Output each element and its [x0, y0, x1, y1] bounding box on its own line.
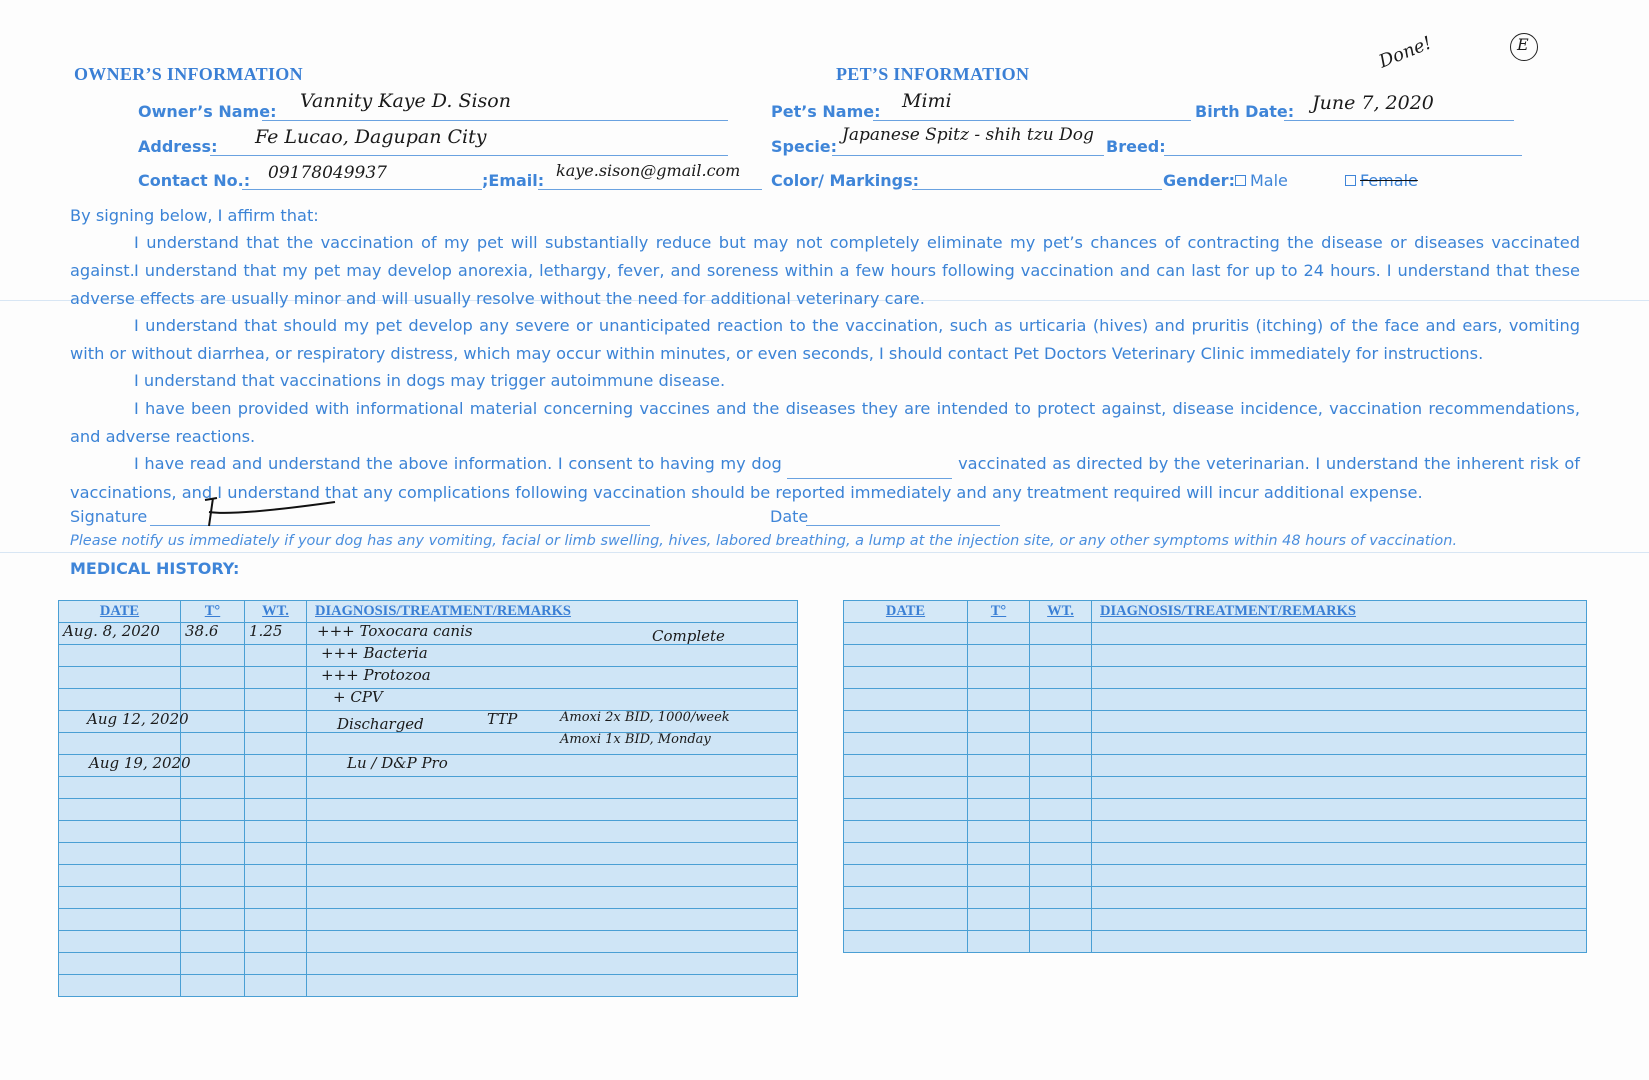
table-cell[interactable]: [245, 865, 307, 887]
entry-weight: 1.25: [249, 622, 283, 640]
table-cell[interactable]: [307, 909, 798, 931]
table-cell[interactable]: [181, 755, 245, 777]
table-cell[interactable]: [968, 645, 1030, 667]
table-cell[interactable]: [59, 865, 181, 887]
table-cell[interactable]: [844, 711, 968, 733]
table-cell[interactable]: [968, 733, 1030, 755]
specie-field[interactable]: Japanese Spitz - shih tzu Dog: [842, 125, 1094, 145]
table-row: [844, 799, 1587, 821]
table-row: [59, 865, 798, 887]
consent-paragraph-3: [70, 312, 1580, 367]
table-cell[interactable]: [59, 975, 181, 997]
table-cell[interactable]: [245, 645, 307, 667]
entry-remark: Complete: [652, 627, 725, 645]
col-header-date: DATE: [59, 601, 181, 623]
table-cell[interactable]: [59, 754, 191, 777]
consent-p1-text: I understand that the vaccination of my pet will substantially reduce but may not completely eliminate my pet’s chances of contracting the disease or diseases vaccinated against.: [70, 233, 1580, 280]
col-header-temp: T°: [968, 601, 1030, 623]
table-cell[interactable]: [1092, 909, 1587, 931]
specie-label: Specie:: [771, 137, 838, 156]
table-row: [59, 623, 798, 645]
table-cell[interactable]: [1092, 623, 1587, 645]
entry-date: Aug 19, 2020: [89, 754, 191, 772]
consent-paragraph-2: [70, 257, 1580, 312]
entry-date: Aug 12, 2020: [87, 710, 189, 728]
table-cell[interactable]: [59, 931, 181, 953]
consent-p4-text: I understand that vaccinations in dogs may trigger autoimmune disease.: [134, 371, 726, 390]
email-label: ;Email:: [482, 171, 545, 190]
table-cell[interactable]: [1092, 865, 1587, 887]
table-cell[interactable]: [245, 843, 307, 865]
date-line[interactable]: [806, 525, 1000, 526]
table-cell[interactable]: [307, 755, 798, 777]
notice-text: Please notify us immediately if your dog has any vomiting, facial or limb swelling, hives, labored breathing, a lump at the injection site, or any other symptoms within 48 hours of vaccination.: [70, 533, 1458, 549]
table-cell[interactable]: [59, 909, 181, 931]
dog-name-blank[interactable]: [787, 450, 952, 479]
table-cell[interactable]: [181, 909, 245, 931]
col-header-wt: WT.: [245, 601, 307, 623]
paper-fold-line: [0, 552, 1649, 553]
done-annotation: Done!: [1376, 32, 1435, 73]
table-cell[interactable]: [1030, 821, 1092, 843]
table-cell[interactable]: [1092, 689, 1587, 711]
col-header-temp: T°: [181, 601, 245, 623]
circled-letter-icon: [1510, 33, 1538, 61]
table-cell[interactable]: [844, 645, 968, 667]
table-cell[interactable]: [968, 799, 1030, 821]
table-cell[interactable]: [181, 887, 245, 909]
gender-label-text: Gender:: [1163, 171, 1235, 190]
table-cell[interactable]: [181, 645, 245, 667]
table-cell[interactable]: [59, 645, 181, 667]
contact-label: Contact No.:: [138, 171, 251, 190]
table-cell[interactable]: [245, 689, 307, 711]
table-cell[interactable]: [844, 755, 968, 777]
table-row: [59, 689, 798, 711]
pet-name-line: [873, 120, 1191, 121]
table-row: [59, 975, 798, 997]
table-cell[interactable]: [844, 733, 968, 755]
table-cell[interactable]: [844, 865, 968, 887]
table-cell[interactable]: [1030, 909, 1092, 931]
table-row: [59, 777, 798, 799]
address-line: [210, 155, 728, 156]
table-cell[interactable]: [307, 667, 798, 689]
table-cell[interactable]: [1092, 755, 1587, 777]
table-row: [59, 799, 798, 821]
table-cell[interactable]: [1092, 887, 1587, 909]
table-cell[interactable]: [307, 689, 798, 711]
table-row: [844, 887, 1587, 909]
table-cell[interactable]: [968, 689, 1030, 711]
table-cell[interactable]: [307, 645, 798, 667]
gender-label: [1163, 171, 1288, 190]
col-header-diagnosis: DIAGNOSIS/TREATMENT/REMARKS: [307, 601, 798, 623]
birth-date-line: [1284, 120, 1514, 121]
gender-male-label: Male: [1249, 171, 1288, 190]
address-field[interactable]: Fe Lucao, Dagupan City: [255, 126, 487, 148]
entry-diagnosis: Lu / D&P Pro: [347, 754, 448, 772]
table-cell[interactable]: [181, 953, 245, 975]
col-header-wt: WT.: [1030, 601, 1092, 623]
color-markings-label: Color/ Markings:: [771, 171, 920, 190]
table-cell[interactable]: [968, 777, 1030, 799]
signature-scribble-icon: [195, 492, 345, 532]
table-cell[interactable]: [245, 799, 307, 821]
table-cell[interactable]: [245, 755, 307, 777]
consent-p2-text: I understand that my pet may develop anorexia, lethargy, fever, and soreness within a few hours following vaccination and can last for up to 24 hours. I understand that these adverse effects are usually minor and will usually resolve without the need for additional veterinary care.: [70, 261, 1580, 308]
table-cell[interactable]: [1092, 733, 1587, 755]
pet-name-field[interactable]: Mimi: [902, 90, 952, 112]
entry-diagnosis: Amoxi 1x BID, Monday: [560, 732, 711, 747]
table-cell[interactable]: [1092, 777, 1587, 799]
table-cell[interactable]: [245, 777, 307, 799]
owner-section-title: OWNER’S INFORMATION: [74, 64, 303, 84]
table-row: [59, 887, 798, 909]
table-cell[interactable]: [968, 821, 1030, 843]
table-cell[interactable]: [245, 975, 307, 997]
specie-line: [832, 155, 1104, 156]
table-cell[interactable]: [181, 799, 245, 821]
table-cell[interactable]: [245, 909, 307, 931]
table-row: [59, 667, 798, 689]
consent-p5-text: I have been provided with informational material concerning vaccines and the diseases they are intended to protect against, disease incidence, vaccination recommendations, and adverse reactions.: [70, 399, 1580, 446]
entry-diagnosis: +++ Toxocara canis: [317, 622, 473, 640]
entry-diagnosis: +++ Protozoa: [321, 666, 431, 684]
table-cell[interactable]: [181, 623, 245, 645]
table-cell[interactable]: [59, 799, 181, 821]
table-cell[interactable]: [59, 887, 181, 909]
table-cell[interactable]: [307, 777, 798, 799]
table-row: [844, 645, 1587, 667]
email-field[interactable]: kaye.sison@gmail.com: [556, 161, 741, 180]
table-cell[interactable]: [1030, 689, 1092, 711]
table-cell[interactable]: [245, 667, 307, 689]
table-cell[interactable]: [245, 821, 307, 843]
table-cell[interactable]: [307, 953, 798, 975]
table-cell[interactable]: [1030, 645, 1092, 667]
contact-field[interactable]: 09178049937: [268, 163, 387, 183]
birth-date-field[interactable]: June 7, 2020: [1312, 92, 1434, 114]
medical-history-table-right: [843, 600, 1587, 953]
table-cell[interactable]: [968, 667, 1030, 689]
circled-letter: E: [1517, 35, 1529, 54]
table-cell[interactable]: [307, 887, 798, 909]
col-header-diagnosis: DIAGNOSIS/TREATMENT/REMARKS: [1092, 601, 1587, 623]
table-row: [844, 623, 1587, 645]
table-cell[interactable]: [245, 733, 307, 755]
table-row: [59, 755, 798, 777]
table-cell[interactable]: [59, 953, 181, 975]
table-cell[interactable]: [968, 887, 1030, 909]
contact-line: [242, 189, 482, 190]
table-cell[interactable]: [1092, 821, 1587, 843]
table-cell[interactable]: [59, 843, 181, 865]
table-row: [59, 843, 798, 865]
pet-name-label: Pet’s Name:: [771, 102, 881, 121]
table-cell[interactable]: [844, 623, 968, 645]
consent-p6b-text: vaccinated as directed by the veterinarian. I understand the inherent risk of vaccinations, and I understand that any complications following vaccination should be reported immediately and any treatment required will incur additional expense.: [70, 454, 1580, 502]
table-cell[interactable]: [59, 733, 181, 755]
signature-label: Signature: [70, 507, 148, 526]
table-cell[interactable]: [1092, 799, 1587, 821]
table-row: [844, 777, 1587, 799]
table-cell[interactable]: [59, 623, 181, 645]
breed-label: Breed:: [1106, 137, 1166, 156]
table-cell[interactable]: [1092, 711, 1587, 733]
table-cell[interactable]: [1092, 931, 1587, 953]
table-cell[interactable]: [1030, 777, 1092, 799]
table-cell[interactable]: [181, 667, 245, 689]
table-cell[interactable]: [181, 865, 245, 887]
table-row: [59, 909, 798, 931]
table-row: [844, 865, 1587, 887]
table-row: [59, 711, 798, 733]
entry-diagnosis: Amoxi 2x BID, 1000/week: [560, 710, 730, 725]
consent-paragraph-4: [70, 367, 1580, 395]
table-cell[interactable]: [844, 887, 968, 909]
table-row: [59, 931, 798, 953]
table-row: [844, 821, 1587, 843]
table-cell[interactable]: [844, 931, 968, 953]
table-cell[interactable]: [307, 931, 798, 953]
table-cell[interactable]: [307, 821, 798, 843]
consent-intro: By signing below, I affirm that:: [70, 206, 319, 225]
table-cell[interactable]: [1030, 887, 1092, 909]
table-cell[interactable]: [307, 865, 798, 887]
table-cell[interactable]: [307, 799, 798, 821]
table-cell[interactable]: [181, 711, 245, 733]
table-cell[interactable]: [968, 931, 1030, 953]
table-cell[interactable]: [181, 931, 245, 953]
table-cell[interactable]: [844, 777, 968, 799]
table-cell[interactable]: [59, 667, 181, 689]
breed-line: [1164, 155, 1522, 156]
table-cell[interactable]: [968, 755, 1030, 777]
table-cell[interactable]: [245, 711, 307, 733]
table-cell[interactable]: [844, 909, 968, 931]
entry-diagnosis: Discharged: [337, 715, 424, 733]
entry-date: Aug. 8, 2020: [63, 622, 160, 640]
birth-date-label: Birth Date:: [1195, 102, 1295, 121]
table-cell[interactable]: [844, 821, 968, 843]
table-cell[interactable]: [968, 711, 1030, 733]
table-cell[interactable]: [1030, 623, 1092, 645]
table-cell[interactable]: [307, 843, 798, 865]
table-cell[interactable]: [844, 799, 968, 821]
date-label: Date: [770, 507, 809, 526]
table-cell[interactable]: [1092, 645, 1587, 667]
gender-female-option[interactable]: [1345, 171, 1418, 190]
table-cell[interactable]: [968, 865, 1030, 887]
consent-p6a-text: I have read and understand the above information. I consent to having my dog: [134, 454, 782, 473]
table-cell[interactable]: [968, 909, 1030, 931]
consent-p3-text: I understand that should my pet develop any severe or unanticipated reaction to the vaccination, such as urticaria (hives) and pruritis (itching) of the face and ears, vomiting with or without diarrhea, or respiratory distress, which may occur within minutes, or even seconds, I should contact Pet Doctors Veterinary Clinic immediately for instructions.: [70, 316, 1580, 363]
gender-female-label: Female: [1360, 171, 1418, 190]
medical-history-title: MEDICAL HISTORY:: [70, 559, 240, 578]
table-cell[interactable]: [968, 843, 1030, 865]
entry-diagnosis: +++ Bacteria: [321, 644, 428, 662]
table-row: [59, 733, 798, 755]
table-cell[interactable]: [1030, 711, 1092, 733]
medical-history-table-left: [58, 600, 798, 997]
entry-temp: 38.6: [185, 622, 219, 640]
consent-paragraph-5: [70, 395, 1580, 450]
owner-name-line: [262, 120, 728, 121]
table-row: [59, 645, 798, 667]
table-cell[interactable]: [1030, 865, 1092, 887]
male-checkbox[interactable]: [1235, 175, 1246, 186]
table-row: [844, 733, 1587, 755]
table-cell[interactable]: [59, 777, 181, 799]
owner-name-label: Owner’s Name:: [138, 102, 277, 121]
table-cell[interactable]: [245, 887, 307, 909]
table-cell[interactable]: [1030, 843, 1092, 865]
table-cell[interactable]: [1030, 667, 1092, 689]
table-row: [844, 689, 1587, 711]
table-cell[interactable]: [181, 777, 245, 799]
table-cell[interactable]: [1030, 733, 1092, 755]
table-row: [844, 909, 1587, 931]
table-cell[interactable]: [181, 975, 245, 997]
table-cell[interactable]: [181, 689, 245, 711]
table-cell[interactable]: [1030, 755, 1092, 777]
table-cell[interactable]: [181, 821, 245, 843]
email-line: [538, 189, 762, 190]
table-cell[interactable]: [245, 931, 307, 953]
pet-section-title: PET’S INFORMATION: [836, 64, 1030, 84]
table-row: [844, 755, 1587, 777]
table-row: [844, 711, 1587, 733]
col-header-date: DATE: [844, 601, 968, 623]
table-cell[interactable]: [307, 733, 798, 755]
table-cell[interactable]: [307, 711, 798, 733]
table-cell[interactable]: [968, 623, 1030, 645]
table-cell[interactable]: [1030, 799, 1092, 821]
owner-name-field[interactable]: Vannity Kaye D. Sison: [300, 90, 511, 112]
table-cell[interactable]: [59, 689, 181, 711]
table-cell[interactable]: [844, 689, 968, 711]
table-cell[interactable]: [181, 733, 245, 755]
table-cell[interactable]: [307, 623, 798, 645]
table-row: [59, 821, 798, 843]
table-cell[interactable]: [181, 843, 245, 865]
table-cell[interactable]: [245, 953, 307, 975]
address-label: Address:: [138, 137, 218, 156]
table-cell[interactable]: [307, 975, 798, 997]
table-row: [844, 843, 1587, 865]
table-row: [59, 953, 798, 975]
table-cell[interactable]: [1030, 931, 1092, 953]
table-cell[interactable]: [844, 843, 968, 865]
table-cell[interactable]: [245, 623, 307, 645]
table-cell[interactable]: [1092, 667, 1587, 689]
table-cell[interactable]: [59, 710, 189, 733]
female-checkbox[interactable]: [1345, 175, 1356, 186]
table-row: [844, 931, 1587, 953]
entry-diagnosis: + CPV: [333, 688, 383, 706]
entry-diagnosis: TTP: [487, 710, 518, 728]
table-cell[interactable]: [1092, 843, 1587, 865]
table-cell[interactable]: [59, 821, 181, 843]
table-cell[interactable]: [844, 667, 968, 689]
table-row: [844, 667, 1587, 689]
color-markings-line: [912, 189, 1162, 190]
